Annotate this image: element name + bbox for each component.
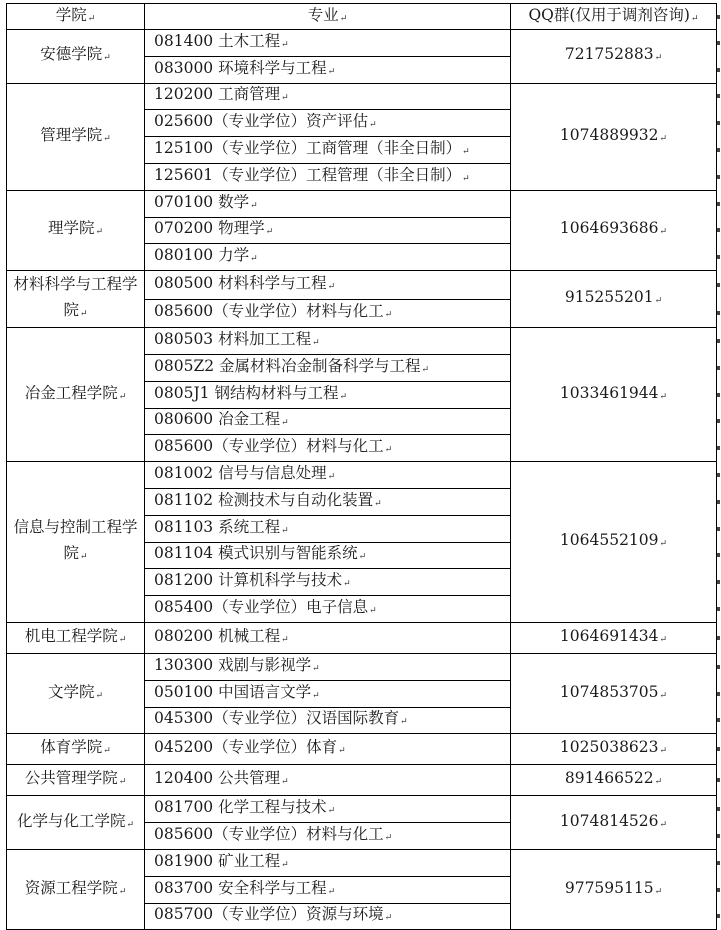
major-name: 120200 工商管理 xyxy=(154,85,281,104)
paragraph-mark: ↵ xyxy=(327,886,336,897)
row-end-marker xyxy=(717,665,720,669)
paragraph-mark: ↵ xyxy=(118,777,127,788)
row-end-marker xyxy=(717,15,720,19)
college-name: 机电工程学院 xyxy=(24,626,118,645)
row-end-marker xyxy=(717,339,720,343)
qq-group-number: 1074889932 xyxy=(559,125,659,144)
paragraph-mark: ↵ xyxy=(421,364,430,375)
major-cell xyxy=(145,137,511,164)
major-cell xyxy=(145,796,511,823)
paragraph-mark: ↵ xyxy=(265,227,274,238)
qq-group-cell xyxy=(511,849,717,929)
paragraph-mark: ↵ xyxy=(126,819,135,830)
row-end-marker xyxy=(717,255,720,259)
qq-group-number: 915255201 xyxy=(564,288,654,307)
paragraph-mark: ↵ xyxy=(250,200,258,211)
table-row xyxy=(7,190,717,217)
qq-group-number: 977595115 xyxy=(564,878,654,897)
paragraph-mark: ↵ xyxy=(358,552,367,563)
document-body xyxy=(6,3,716,930)
college-cell xyxy=(7,622,145,653)
qq-group-cell xyxy=(511,271,717,328)
table-row xyxy=(7,765,717,796)
row-end-marker xyxy=(717,283,720,287)
qq-group-cell xyxy=(511,796,717,850)
major-cell xyxy=(145,622,511,653)
major-name: 085400（专业学位）电子信息 xyxy=(154,598,369,617)
major-name: 080503 材料加工工程 xyxy=(154,330,312,349)
major-cell xyxy=(145,765,511,796)
college-name: 文学院 xyxy=(47,682,95,701)
table-row xyxy=(7,30,717,57)
major-cell xyxy=(145,56,511,83)
major-name: 130300 戏剧与影视学 xyxy=(154,655,312,674)
table-body xyxy=(7,30,717,930)
major-cell xyxy=(145,734,511,765)
row-end-marker xyxy=(717,311,720,315)
college-cell xyxy=(7,849,145,929)
college-name: 信息与控制工程学院 xyxy=(13,518,138,563)
qq-group-number: 721752883 xyxy=(564,45,654,64)
major-name: 081900 矿业工程 xyxy=(154,851,281,870)
table-row xyxy=(7,271,717,300)
qq-group-number: 1074853705 xyxy=(559,682,659,701)
paragraph-mark: ↵ xyxy=(374,498,382,509)
paragraph-mark: ↵ xyxy=(327,281,336,292)
qq-group-number: 891466522 xyxy=(564,769,654,788)
major-cell xyxy=(145,30,511,57)
qq-group-cell xyxy=(511,622,717,653)
college-name: 冶金工程学院 xyxy=(24,383,118,402)
major-name: 081103 系统工程 xyxy=(154,517,281,536)
major-name: 085600（专业学位）材料与化工 xyxy=(154,825,384,844)
row-end-marker xyxy=(717,473,720,477)
paragraph-mark: ↵ xyxy=(659,690,668,701)
paragraph-mark: ↵ xyxy=(384,833,393,844)
college-cell xyxy=(7,765,145,796)
major-name: 081002 信号与信息处理 xyxy=(154,464,327,483)
paragraph-mark: ↵ xyxy=(250,254,258,265)
major-cell xyxy=(145,849,511,876)
college-cell xyxy=(7,734,145,765)
college-name: 理学院 xyxy=(47,219,95,238)
major-name: 025600（专业学位）资产评估 xyxy=(154,112,369,131)
major-name: 083000 环境科学与工程 xyxy=(154,58,327,77)
major-cell xyxy=(145,190,511,217)
paragraph-mark: ↵ xyxy=(281,39,289,50)
major-cell xyxy=(145,110,511,137)
college-cell xyxy=(7,190,145,270)
college-name: 安德学院 xyxy=(40,45,103,64)
table-row xyxy=(7,83,717,110)
paragraph-mark: ↵ xyxy=(654,296,663,307)
row-end-marker xyxy=(717,861,720,865)
table-row xyxy=(7,622,717,653)
row-end-marker xyxy=(717,500,720,504)
major-name: 085600（专业学位）材料与化工 xyxy=(154,437,384,456)
qq-group-cell xyxy=(511,734,717,765)
qq-group-cell xyxy=(511,30,717,84)
paragraph-mark: ↵ xyxy=(462,173,470,184)
qq-group-number: 1074814526 xyxy=(559,811,659,830)
paragraph-mark: ↵ xyxy=(79,309,88,320)
college-name: 管理学院 xyxy=(40,125,103,144)
paragraph-mark: ↵ xyxy=(327,806,336,817)
paragraph-mark: ↵ xyxy=(659,634,668,645)
major-name: 081200 计算机科学与技术 xyxy=(154,571,343,590)
major-name: 0805Z2 金属材料冶金制备科学与工程 xyxy=(154,356,421,375)
paragraph-mark: ↵ xyxy=(312,338,320,349)
major-name: 085700（专业学位）资源与环境 xyxy=(154,905,384,924)
paragraph-mark: ↵ xyxy=(118,634,127,645)
paragraph-mark: ↵ xyxy=(95,690,104,701)
qq-group-cell xyxy=(511,462,717,623)
row-end-marker xyxy=(717,888,720,892)
major-cell xyxy=(145,217,511,244)
major-cell xyxy=(145,354,511,381)
paragraph-mark: ↵ xyxy=(659,133,668,144)
paragraph-mark: ↵ xyxy=(654,53,663,64)
paragraph-mark: ↵ xyxy=(327,66,336,77)
major-name: 085600（专业学位）材料与化工 xyxy=(154,302,384,321)
table-row xyxy=(7,328,717,355)
major-name: 120400 公共管理 xyxy=(154,769,281,788)
paragraph-mark: ↵ xyxy=(312,690,320,701)
paragraph-mark: ↵ xyxy=(400,717,408,728)
major-name: 070100 数学 xyxy=(154,192,250,211)
college-cell xyxy=(7,30,145,84)
major-cell xyxy=(145,408,511,435)
college-name: 公共管理学院 xyxy=(24,769,118,788)
row-end-marker xyxy=(717,527,720,531)
paragraph-mark: ↵ xyxy=(339,391,347,402)
major-cell xyxy=(145,876,511,903)
header-major: 专业↵ xyxy=(145,4,511,30)
qq-group-cell xyxy=(511,765,717,796)
qq-group-number: 1033461944 xyxy=(559,383,659,402)
major-name: 080200 机械工程 xyxy=(154,626,281,645)
major-cell xyxy=(145,435,511,462)
major-cell xyxy=(145,83,511,110)
major-cell xyxy=(145,488,511,515)
row-end-marker xyxy=(717,68,720,72)
paragraph-mark: ↵ xyxy=(384,445,393,456)
paragraph-mark: ↵ xyxy=(95,227,104,238)
college-cell xyxy=(7,328,145,462)
row-end-marker xyxy=(717,607,720,611)
major-cell xyxy=(145,542,511,569)
major-cell xyxy=(145,244,511,271)
row-end-marker xyxy=(717,747,720,751)
paragraph-mark: ↵ xyxy=(338,746,346,757)
row-end-marker xyxy=(717,580,720,584)
qq-group-cell xyxy=(511,653,717,733)
row-end-marker xyxy=(717,914,720,918)
paragraph-mark: ↵ xyxy=(659,746,668,757)
paragraph-mark: ↵ xyxy=(118,391,127,402)
major-name: 080100 力学 xyxy=(154,246,250,265)
paragraph-mark: ↵ xyxy=(327,472,336,483)
paragraph-mark: ↵ xyxy=(343,579,351,590)
major-name: 125100（专业学位）工商管理（非全日制） xyxy=(154,139,462,158)
qq-group-number: 1064693686 xyxy=(559,219,659,238)
qq-group-number: 1064691434 xyxy=(559,626,659,645)
major-name: 050100 中国语言文学 xyxy=(154,682,312,701)
row-end-marker xyxy=(717,419,720,423)
paragraph-mark: ↵ xyxy=(281,859,289,870)
table-row xyxy=(7,462,717,489)
major-name: 045200（专业学位）体育 xyxy=(154,738,338,757)
row-end-marker xyxy=(717,692,720,696)
paragraph-mark: ↵ xyxy=(462,147,470,158)
adjustment-contact-table xyxy=(6,3,717,930)
paragraph-mark: ↵ xyxy=(103,133,111,144)
row-end-marker xyxy=(717,202,720,206)
paragraph-mark: ↵ xyxy=(369,606,377,617)
row-end-marker xyxy=(717,778,720,782)
major-cell xyxy=(145,381,511,408)
college-cell xyxy=(7,462,145,623)
qq-group-cell xyxy=(511,190,717,270)
row-end-marker xyxy=(717,718,720,722)
paragraph-mark: ↵ xyxy=(281,525,289,536)
paragraph-mark: ↵ xyxy=(79,552,88,563)
paragraph-mark: ↵ xyxy=(369,120,377,131)
college-name: 体育学院 xyxy=(40,738,103,757)
paragraph-mark: ↵ xyxy=(659,819,668,830)
major-name: 081102 检测技术与自动化装置 xyxy=(154,490,374,509)
major-cell xyxy=(145,271,511,300)
paragraph-mark: ↵ xyxy=(384,913,393,924)
major-cell xyxy=(145,569,511,596)
qq-group-cell xyxy=(511,328,717,462)
table-row xyxy=(7,796,717,823)
major-name: 081400 土木工程 xyxy=(154,31,281,50)
row-end-marker xyxy=(717,366,720,370)
major-name: 070200 物理学 xyxy=(154,219,265,238)
row-end-marker xyxy=(717,228,720,232)
paragraph-mark: ↵ xyxy=(103,53,111,64)
paragraph-mark: ↵ xyxy=(118,886,127,897)
row-end-marker xyxy=(717,553,720,557)
paragraph-mark: ↵ xyxy=(281,418,289,429)
qq-group-number: 1025038623 xyxy=(559,738,659,757)
major-cell xyxy=(145,903,511,930)
qq-group-cell xyxy=(511,83,717,190)
major-cell xyxy=(145,680,511,707)
major-name: 083700 安全科学与工程 xyxy=(154,878,327,897)
major-name: 045300（专业学位）汉语国际教育 xyxy=(154,709,400,728)
major-cell xyxy=(145,299,511,328)
college-cell xyxy=(7,796,145,850)
major-cell xyxy=(145,163,511,190)
row-end-marker xyxy=(717,175,720,179)
row-end-marker xyxy=(717,446,720,450)
qq-group-number: 1064552109 xyxy=(559,531,659,550)
major-name: 081104 模式识别与智能系统 xyxy=(154,544,358,563)
header-college: 学院↵ xyxy=(7,4,145,30)
table-row xyxy=(7,849,717,876)
row-end-marker xyxy=(717,41,720,45)
paragraph-mark: ↵ xyxy=(103,746,111,757)
college-cell xyxy=(7,653,145,733)
college-cell xyxy=(7,83,145,190)
major-name: 080600 冶金工程 xyxy=(154,410,281,429)
paragraph-mark: ↵ xyxy=(384,310,393,321)
paragraph-mark: ↵ xyxy=(312,663,320,674)
header-qq: QQ群(仅用于调剂咨询)↵ xyxy=(511,4,717,30)
row-end-marker xyxy=(717,834,720,838)
major-cell xyxy=(145,515,511,542)
row-end-marker xyxy=(717,393,720,397)
header-row xyxy=(7,4,717,30)
paragraph-mark: ↵ xyxy=(281,777,289,788)
row-end-marker xyxy=(717,807,720,811)
row-end-marker xyxy=(717,148,720,152)
paragraph-mark: ↵ xyxy=(659,539,668,550)
major-cell xyxy=(145,823,511,850)
paragraph-mark: ↵ xyxy=(281,634,289,645)
major-cell xyxy=(145,596,511,623)
paragraph-mark: ↵ xyxy=(654,886,663,897)
college-name: 化学与化工学院 xyxy=(16,811,126,830)
major-cell xyxy=(145,653,511,680)
paragraph-mark: ↵ xyxy=(281,93,289,104)
major-name: 081700 化学工程与技术 xyxy=(154,798,327,817)
major-cell xyxy=(145,707,511,734)
row-end-marker xyxy=(717,636,720,640)
table-row xyxy=(7,653,717,680)
college-name: 材料科学与工程学院 xyxy=(13,275,138,320)
college-cell xyxy=(7,271,145,328)
table-row xyxy=(7,734,717,765)
row-end-marker xyxy=(717,94,720,98)
paragraph-mark: ↵ xyxy=(659,391,668,402)
row-end-marker xyxy=(717,121,720,125)
major-name: 080500 材料科学与工程 xyxy=(154,273,327,292)
college-name: 资源工程学院 xyxy=(24,878,118,897)
major-cell xyxy=(145,462,511,489)
major-name: 125601（专业学位）工程管理（非全日制） xyxy=(154,165,462,184)
major-cell xyxy=(145,328,511,355)
paragraph-mark: ↵ xyxy=(659,227,668,238)
paragraph-mark: ↵ xyxy=(654,777,663,788)
major-name: 0805J1 钢结构材料与工程 xyxy=(154,383,339,402)
